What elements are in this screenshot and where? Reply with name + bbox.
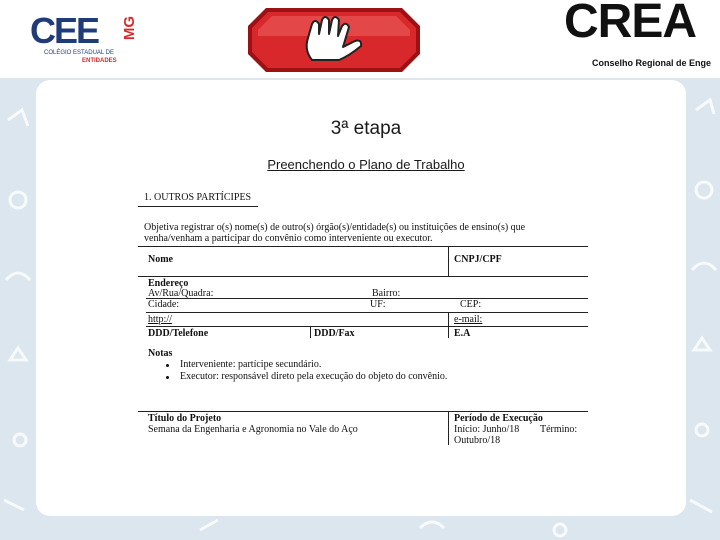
bullet-icon — [166, 364, 169, 367]
field-uf: UF: — [370, 299, 386, 310]
divider-project-period — [448, 411, 449, 445]
field-cidade: Cidade: — [148, 299, 180, 310]
periodo-termino-label: Término: — [540, 424, 578, 435]
rule-row-1 — [138, 276, 588, 277]
rule-row-3 — [146, 312, 588, 313]
field-telefone: DDD/Telefone — [148, 328, 209, 339]
cee-logo-letters: CEE — [30, 10, 99, 51]
periodo-label: Período de Execução — [454, 413, 543, 424]
periodo-inicio: Início: Junho/18 — [454, 424, 520, 435]
crea-logo — [560, 0, 720, 72]
cee-mg-logo — [30, 10, 145, 66]
section-title: 1. OUTROS PARTÍCIPES — [144, 192, 252, 203]
work-plan-form-excerpt — [138, 192, 590, 448]
notas-title: Notas — [148, 348, 173, 359]
rule-row-2 — [146, 298, 588, 299]
table-top-rule — [138, 246, 588, 247]
cee-logo-state: MG — [121, 16, 138, 41]
field-nome: Nome — [148, 254, 173, 265]
periodo-termino-value: Outubro/18 — [454, 435, 501, 446]
bullet-icon — [166, 376, 169, 379]
projeto-titulo-value: Semana da Engenharia e Agronomia no Vale do Aço — [148, 424, 358, 435]
crea-logo-letters: CREA — [564, 0, 697, 48]
rule-row-4 — [146, 326, 588, 327]
field-endereco: Endereço — [148, 278, 189, 289]
field-bairro: Bairro: — [372, 288, 401, 299]
projeto-titulo-label: Título do Projeto — [148, 413, 222, 424]
section-underline — [138, 206, 258, 207]
field-email: e-mail: — [454, 314, 483, 325]
rule-project-top — [138, 411, 588, 412]
field-fax: DDD/Fax — [314, 328, 355, 339]
divider-nome-cnpj — [448, 246, 449, 276]
divider-fax-ea — [448, 326, 449, 338]
slide-subtitle: Preenchendo o Plano de Trabalho — [267, 157, 465, 172]
divider-tel-fax — [310, 326, 311, 338]
field-av-rua: Av/Rua/Quadra: — [148, 288, 214, 299]
field-http: http:// — [148, 314, 172, 325]
field-ea: E.A — [454, 328, 471, 339]
stop-hand-icon — [246, 6, 422, 74]
description-line-2: venha/venham a participar do convênio como interveniente ou executor. — [144, 233, 433, 244]
slide-title: 3ª etapa — [330, 118, 402, 139]
nota-item-1: Interveniente: partícipe secundário. — [180, 359, 322, 370]
field-cep: CEP: — [460, 299, 482, 310]
cee-logo-line1: COLÉGIO ESTADUAL DE — [44, 50, 115, 56]
nota-item-2: Executor: responsável direto pela execução do objeto do convênio. — [180, 371, 448, 382]
description-line-1: Objetiva registrar o(s) nome(s) de outro(s) órgão(s)/entidade(s) ou instituições de ensino(s) que — [144, 222, 526, 233]
divider-http-email — [448, 312, 449, 326]
field-cnpj: CNPJ/CPF — [454, 254, 502, 265]
cee-logo-line2: ENTIDADES — [82, 58, 117, 64]
crea-logo-caption: Conselho Regional de Enge — [592, 58, 712, 68]
